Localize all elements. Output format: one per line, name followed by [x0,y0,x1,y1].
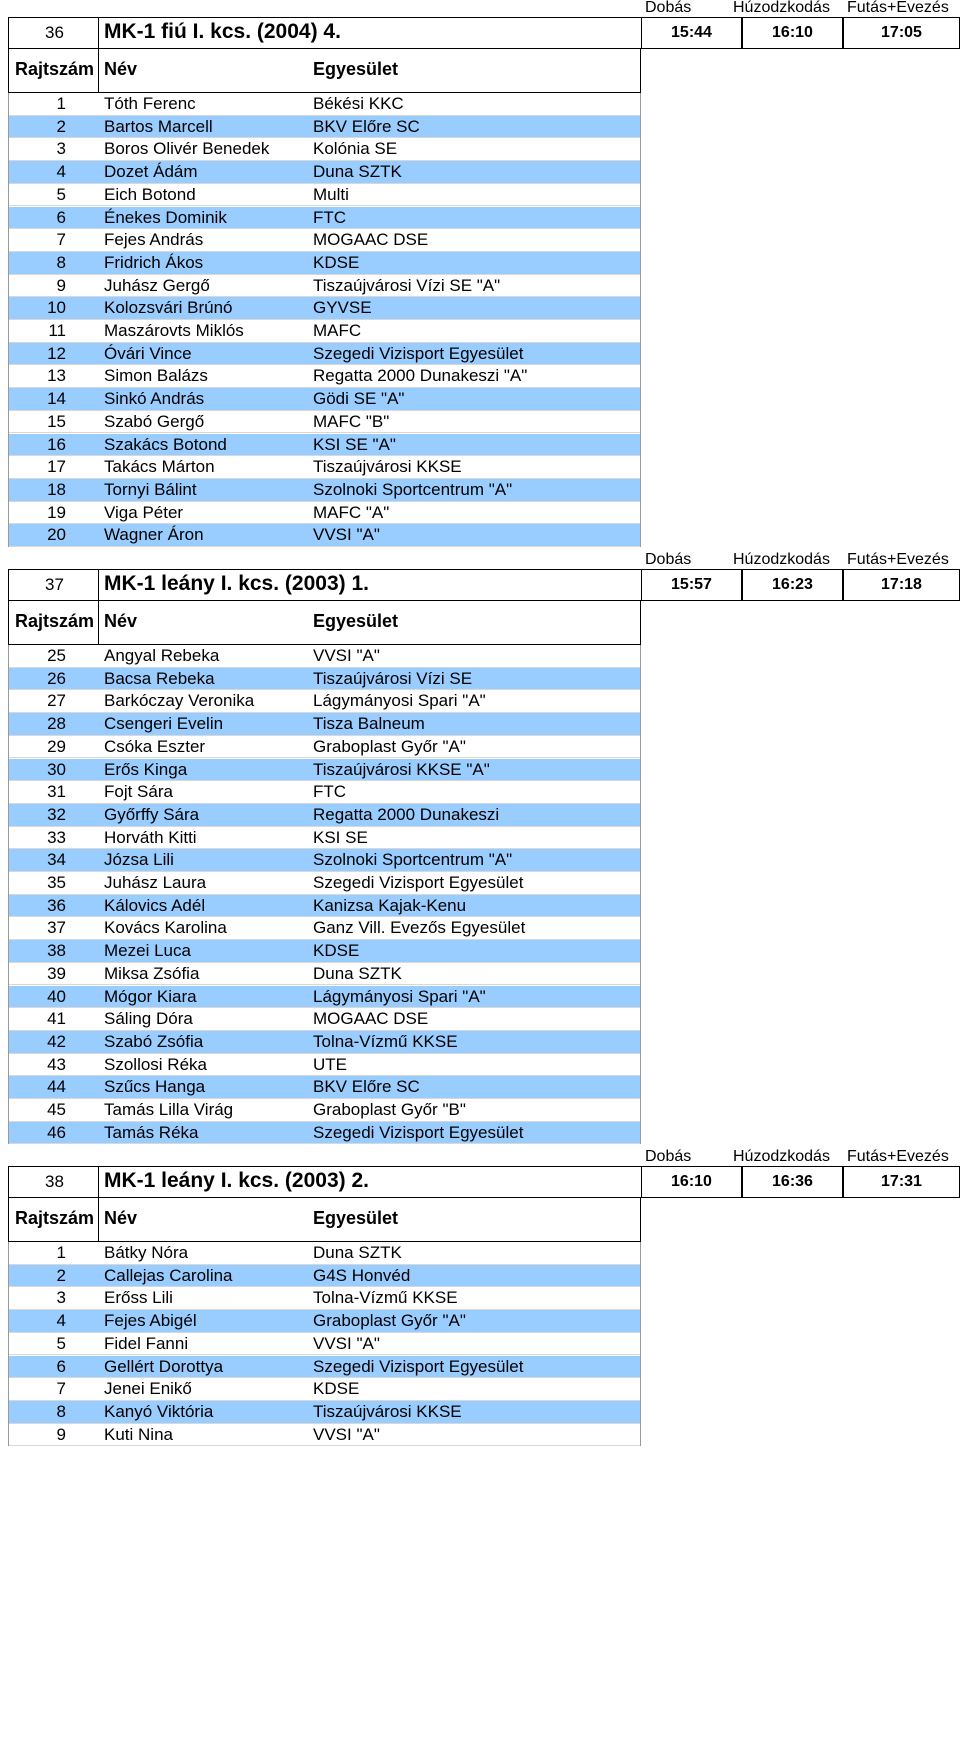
club-cell: FTC [313,782,347,802]
rajtszam-cell: 45 [47,1100,66,1119]
club-cell: Tiszaújvárosi Vízi SE "A" [313,275,501,295]
name-cell: Miksa Zsófia [104,963,200,983]
table-row [8,229,640,252]
name-cell: Szollosi Réka [104,1054,207,1074]
name-cell: Viga Péter [104,502,184,522]
club-cell: UTE [313,1054,347,1074]
club-cell: MAFC [313,321,362,340]
column-header-huzodzkodas: Húzodzkodás [733,1148,830,1165]
header-rajtszam: Rajtszám [15,59,95,79]
table-row [8,411,640,434]
table-row [8,116,640,139]
club-cell: Graboplast Győr "A" [313,1311,466,1331]
name-cell: Horváth Kitti [104,827,197,847]
name-cell: Szakács Botond [104,434,227,454]
table-row [8,434,640,457]
name-cell: Juhász Gergő [104,275,210,295]
club-cell: Tiszaújvárosi KKSE [313,1401,462,1421]
club-cell: Szolnoki Sportcentrum "A" [313,479,513,499]
name-cell: Jenei Enikő [104,1379,192,1399]
time-huzodzkodas-box [742,17,843,49]
club-cell: MAFC "B" [313,411,390,431]
club-cell: VVSI "A" [313,525,380,545]
table-row [8,1099,640,1122]
club-cell: VVSI "A" [313,1333,380,1353]
table-row [8,388,640,411]
table-row [8,252,640,275]
name-cell: Bartos Marcell [104,116,213,136]
rajtszam-cell: 15 [47,411,66,431]
time-dobas: 16:10 [671,1173,712,1190]
rajtszam-cell: 44 [47,1077,66,1097]
rajtszam-cell: 43 [47,1054,66,1074]
club-cell: Duna SZTK [313,1243,402,1262]
club-cell: Regatta 2000 Dunakeszi [313,804,500,824]
time-huzodzkodas: 16:10 [772,24,813,41]
rajtszam-cell: 17 [47,457,66,477]
rajtszam-cell: 9 [56,1424,66,1444]
table-row [8,456,640,479]
club-cell: FTC [313,207,347,227]
name-cell: Dozet Ádám [104,162,198,182]
club-cell: Multi [313,184,349,204]
table-row [8,645,640,668]
time-futas-box [843,17,960,49]
table-row [8,161,640,184]
club-cell: Lágymányosi Spari "A" [313,986,486,1006]
time-huzodzkodas-box [742,569,843,601]
rajtszam-cell: 8 [56,252,66,272]
rajtszam-cell: 3 [56,1288,66,1308]
table-row [8,1310,640,1333]
name-cell: Kolozsvári Brúnó [104,298,233,318]
name-cell: Énekes Dominik [104,207,227,227]
rajtszam-cell: 30 [47,759,66,779]
rajtszam-cell: 28 [47,714,66,734]
rajtszam-cell: 12 [47,343,66,363]
name-cell: Fejes András [104,230,204,250]
column-header-futas: Futás+Evezés [847,0,949,16]
club-cell: Kolónia SE [313,139,398,159]
name-cell: Eich Botond [104,184,196,204]
table-row [8,297,640,320]
table-row [8,1122,640,1145]
club-cell: Tiszaújvárosi KKSE "A" [313,759,490,779]
table-row [8,736,640,759]
club-cell: KSI SE "A" [313,434,396,454]
rajtszam-cell: 29 [47,736,66,756]
time-futas-box [843,1166,960,1198]
rows-left-border [8,93,9,547]
rajtszam-cell: 42 [47,1031,66,1051]
club-cell: Lágymányosi Spari "A" [313,691,486,711]
table-row [8,1265,640,1288]
time-dobas-box [641,17,742,49]
title-divider [98,1166,99,1198]
rajtszam-cell: 32 [47,804,66,824]
club-cell: Regatta 2000 Dunakeszi "A" [313,366,528,386]
name-cell: Erőss Lili [104,1288,173,1308]
column-header-huzodzkodas: Húzodzkodás [733,551,830,568]
name-cell: Józsa Lili [104,850,174,870]
name-cell: Boros Olivér Benedek [104,139,270,159]
club-cell: Tolna-Vízmű KKSE [313,1288,458,1308]
race-title: MK-1 leány I. kcs. (2003) 2. [104,1169,369,1192]
rajtszam-cell: 27 [47,691,66,711]
table-row [8,759,640,782]
rajtszam-cell: 6 [56,1356,66,1376]
table-row [8,1054,640,1077]
table-row [8,827,640,850]
rajtszam-cell: 26 [47,668,66,688]
time-futas-box [843,569,960,601]
club-cell: VVSI "A" [313,1424,380,1444]
table-row [8,1378,640,1401]
table-row [8,963,640,986]
name-cell: Szűcs Hanga [104,1077,206,1097]
name-cell: Angyal Rebeka [104,646,220,665]
rajtszam-cell: 18 [47,479,66,499]
table-row [8,365,640,388]
rajtszam-cell: 10 [47,298,66,318]
header-nev: Név [104,1208,138,1228]
club-cell: Szegedi Vizisport Egyesület [313,1356,524,1376]
time-dobas-box [641,569,742,601]
rajtszam-cell: 3 [56,139,66,159]
table-row [8,917,640,940]
rajtszam-cell: 4 [56,162,66,182]
rajtszam-cell: 8 [56,1401,66,1421]
time-huzodzkodas-box [742,1166,843,1198]
column-header-huzodzkodas: Húzodzkodás [733,0,830,16]
rajtszam-cell: 7 [56,1379,66,1399]
rows-left-border [8,1242,9,1446]
name-cell: Simon Balázs [104,366,208,386]
header-egyesulet: Egyesület [313,1208,399,1228]
table-row [8,849,640,872]
table-row [8,524,640,547]
table-row [8,343,640,366]
rajtszam-cell: 34 [47,850,66,870]
table-row [8,986,640,1009]
table-row [8,781,640,804]
name-cell: Kuti Nina [104,1424,173,1444]
club-cell: Szegedi Vizisport Egyesület [313,343,524,363]
rajtszam-cell: 41 [47,1009,66,1029]
club-cell: Ganz Vill. Evezős Egyesület [313,918,526,938]
name-cell: Sáling Dóra [104,1009,193,1029]
rajtszam-cell: 33 [47,827,66,847]
table-row [8,1287,640,1310]
table-row [8,1333,640,1356]
table-row [8,872,640,895]
header-nev: Név [104,59,138,79]
rows-left-border [8,645,9,1144]
table-row [8,502,640,525]
club-cell: GYVSE [313,298,372,318]
table-row [8,184,640,207]
club-cell: MOGAAC DSE [313,1009,429,1029]
header-divider [98,601,99,645]
time-dobas: 15:57 [671,576,712,593]
header-divider [98,1198,99,1242]
name-cell: Kálovics Adél [104,895,206,915]
table-row [8,320,640,343]
rajtszam-cell: 5 [56,184,66,204]
column-header-dobas: Dobás [645,0,692,16]
club-cell: G4S Honvéd [313,1265,411,1285]
name-cell: Mógor Kiara [104,986,197,1006]
header-egyesulet: Egyesület [313,611,399,631]
club-cell: VVSI "A" [313,646,380,665]
club-cell: Szolnoki Sportcentrum "A" [313,850,513,870]
race-section [0,0,960,600]
time-dobas: 15:44 [671,24,712,41]
club-cell: KDSE [313,941,360,961]
club-cell: BKV Előre SC [313,1077,420,1097]
name-cell: Fojt Sára [104,782,173,802]
table-row [8,93,640,116]
name-cell: Wagner Áron [104,525,204,545]
name-cell: Callejas Carolina [104,1265,233,1285]
column-header-dobas: Dobás [645,551,692,568]
name-cell: Csóka Eszter [104,736,206,756]
club-cell: MOGAAC DSE [313,230,429,250]
name-cell: Barkóczay Veronika [104,691,255,711]
rajtszam-cell: 14 [47,389,66,409]
club-cell: Szegedi Vizisport Egyesület [313,1122,524,1142]
rajtszam-cell: 35 [47,873,66,892]
rajtszam-cell: 36 [47,895,66,915]
table-row [8,1424,640,1447]
header-egyesulet: Egyesület [313,59,399,79]
table-row [8,1031,640,1054]
rajtszam-cell: 9 [56,275,66,295]
name-cell: Tamás Lilla Virág [104,1100,234,1119]
rajtszam-cell: 5 [56,1333,66,1353]
table-row [8,940,640,963]
time-futas: 17:05 [881,24,922,41]
club-cell: MAFC "A" [313,502,390,522]
club-cell: Duna SZTK [313,162,402,182]
club-cell: Szegedi Vizisport Egyesület [313,873,524,892]
club-cell: Duna SZTK [313,963,402,983]
club-cell: Graboplast Győr "A" [313,736,466,756]
name-cell: Csengeri Evelin [104,714,224,734]
header-nev: Név [104,611,138,631]
rajtszam-cell: 7 [56,230,66,250]
race-title: MK-1 fiú I. kcs. (2004) 4. [104,20,341,43]
rajtszam-cell: 19 [47,502,66,522]
name-cell: Bátky Nóra [104,1243,189,1262]
name-cell: Kovács Karolina [104,918,227,938]
rajtszam-cell: 37 [47,918,66,938]
title-divider [98,17,99,49]
club-cell: KSI SE [313,827,368,847]
race-section [0,1149,960,1749]
race-number: 37 [45,575,64,594]
club-cell: Tisza Balneum [313,714,425,734]
header-divider [98,49,99,93]
name-cell: Tóth Ferenc [104,94,196,113]
rajtszam-cell: 4 [56,1311,66,1331]
name-cell: Fidel Fanni [104,1333,189,1353]
header-rajtszam: Rajtszám [15,1208,95,1228]
rajtszam-cell: 2 [56,116,66,136]
name-cell: Takács Márton [104,457,215,477]
name-cell: Kanyó Viktória [104,1401,214,1421]
rows-right-border [640,1242,641,1446]
club-cell: Békési KKC [313,94,404,113]
rajtszam-cell: 25 [47,646,66,665]
name-cell: Szabó Zsófia [104,1031,204,1051]
table-row [8,895,640,918]
name-cell: Gellért Dorottya [104,1356,224,1376]
table-row [8,713,640,736]
name-cell: Mezei Luca [104,941,191,961]
time-dobas-box [641,1166,742,1198]
race-number: 38 [45,1172,64,1191]
rajtszam-cell: 11 [48,321,66,340]
table-row [8,804,640,827]
club-cell: Gödi SE "A" [313,389,405,409]
time-huzodzkodas: 16:23 [772,576,813,593]
rows-right-border [640,93,641,547]
club-cell: Graboplast Győr "B" [313,1100,466,1119]
table-row [8,275,640,298]
race-section [0,552,960,1152]
column-header-futas: Futás+Evezés [847,551,949,568]
table-row [8,1076,640,1099]
table-row [8,138,640,161]
rajtszam-cell: 16 [47,434,66,454]
header-rajtszam: Rajtszám [15,611,95,631]
time-huzodzkodas: 16:36 [772,1173,813,1190]
rajtszam-cell: 2 [56,1265,66,1285]
rajtszam-cell: 1 [56,1243,66,1262]
time-futas: 17:18 [881,576,922,593]
name-cell: Tornyi Bálint [104,479,197,499]
club-cell: Tolna-Vízmű KKSE [313,1031,458,1051]
rajtszam-cell: 6 [56,207,66,227]
table-row [8,479,640,502]
club-cell: BKV Előre SC [313,116,420,136]
time-futas: 17:31 [881,1173,922,1190]
club-cell: Kanizsa Kajak-Kenu [313,895,467,915]
race-number: 36 [45,23,64,42]
table-row [8,207,640,230]
name-cell: Szabó Gergő [104,411,205,431]
table-row [8,1242,640,1265]
table-row [8,668,640,691]
rajtszam-cell: 40 [47,986,66,1006]
club-cell: KDSE [313,1379,360,1399]
table-row [8,690,640,713]
rajtszam-cell: 46 [47,1122,66,1142]
name-cell: Fridrich Ákos [104,252,204,272]
name-cell: Győrffy Sára [104,804,200,824]
table-row [8,1401,640,1424]
rajtszam-cell: 1 [56,94,66,113]
column-header-futas: Futás+Evezés [847,1148,949,1165]
rajtszam-cell: 20 [47,525,66,545]
name-cell: Tamás Réka [104,1122,199,1142]
name-cell: Bacsa Rebeka [104,668,215,688]
race-title: MK-1 leány I. kcs. (2003) 1. [104,572,369,595]
name-cell: Fejes Abigél [104,1311,197,1331]
rows-right-border [640,645,641,1144]
rajtszam-cell: 31 [47,782,66,802]
name-cell: Maszárovts Miklós [104,321,244,340]
name-cell: Óvári Vince [104,343,192,363]
title-divider [98,569,99,601]
club-cell: Tiszaújvárosi Vízi SE [313,668,473,688]
club-cell: Tiszaújvárosi KKSE [313,457,462,477]
rajtszam-cell: 13 [47,366,66,386]
name-cell: Juhász Laura [104,873,207,892]
table-row [8,1356,640,1379]
table-row [8,1008,640,1031]
club-cell: KDSE [313,252,360,272]
rajtszam-cell: 39 [47,963,66,983]
name-cell: Sinkó András [104,389,205,409]
rajtszam-cell: 38 [47,941,66,961]
name-cell: Erős Kinga [104,759,188,779]
column-header-dobas: Dobás [645,1148,692,1165]
